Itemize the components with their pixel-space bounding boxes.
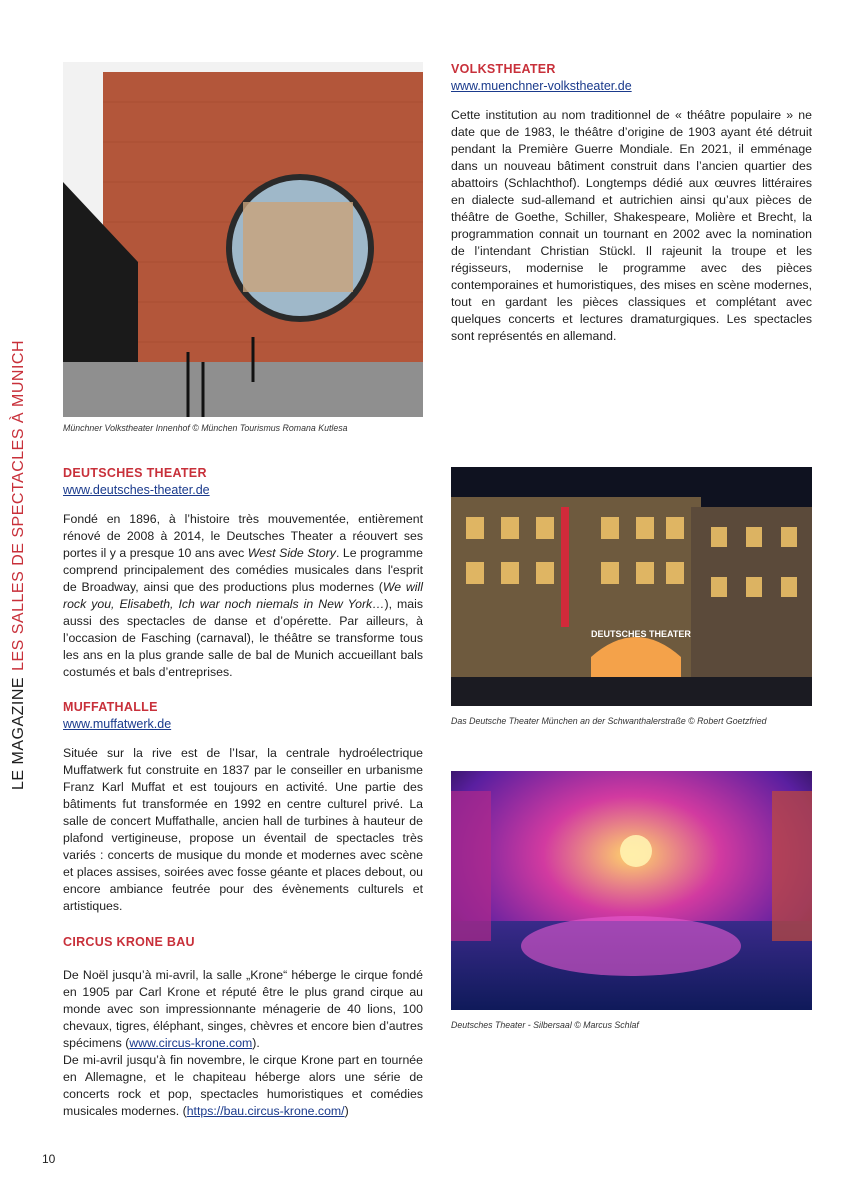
volkstheater-photo-caption: Münchner Volkstheater Innenhof © München Tourismus Romana Kutlesa	[63, 423, 348, 433]
circus-text-part: De Noël jusqu’à mi-avril, la salle „Krone“ héberge le cirque fondé en 1905 par Carl Krone et réputé être le plus grand cirque au monde avec son impressionnante ménagerie de 40 lions, 100 chevaux, tigres, éléphant, singes, chèvres et encore bien d’autres spécimens (	[63, 968, 423, 1050]
volkstheater-photo	[63, 62, 423, 417]
section-sidebar-label	[10, 340, 28, 790]
deutsches-text-part: ), mais aussi des spectacles de danse et d’opérette. Par ailleurs, à l’occasion de Fasching (carnaval), le théâtre se transforme tous les ans en la plus grande salle de bal de Munich accueillant bals costumés et bals d’entreprises.	[63, 597, 423, 679]
deutsches-text	[63, 511, 423, 681]
circus-section	[63, 935, 423, 1120]
circus-text-part: De mi-avril jusqu’à fin novembre, le cirque Krone part en tournée en Allemagne, et le chapiteau héberge alors une série de concerts rock et pop, spectacles humoristiques et comédies musicales modernes. (	[63, 1053, 423, 1118]
deutsches-theater-photo	[451, 467, 812, 706]
deutsches-text-part: Fondé en 1896, à l’histoire très mouvementée, entièrement rénové de 2008 à 2014, le Deutsches Theater a réouvert ses portes il y a presque 10 ans avec	[63, 512, 423, 560]
muffathalle-text: Située sur la rive est de l’Isar, la centrale hydroélectrique Muffatwerk fut construite en 1837 par le conseiller en urbanisme Franz Karl Muffat et est toujours en activité. Une partie des bâtiments fut transformée en 1992 en centre culturel privé. La salle de concert Muffathalle, ancien hall de turbines à hauteur de plafond vertigineuse, propose un éventail de spectacles très variés : concerts de musique du monde et modernes avec scène et places assises, soirées avec fosse géante et places debout, ou encore ambiance feutrée pour des évènements culturels et artistiques.	[63, 746, 423, 913]
muffathalle-link[interactable]: www.muffatwerk.de	[63, 717, 172, 731]
deutsches-section	[63, 466, 423, 681]
deutsches-title: DEUTSCHES THEATER	[63, 466, 207, 480]
circus-krone-bau-link[interactable]: https://bau.circus-krone.com/	[186, 1104, 345, 1118]
circus-text-part: ).	[252, 1036, 260, 1050]
deutsches-text-part: . Le programme comprend principalement des comédies musicales dans l'esprit de Broadway, ainsi que des productions plus modernes (	[63, 546, 423, 594]
muffathalle-title: MUFFATHALLE	[63, 700, 158, 714]
magazine-label: LE MAGAZINE	[10, 676, 27, 790]
circus-krone-link[interactable]: www.circus-krone.com	[129, 1036, 253, 1050]
deutsches-link[interactable]: www.deutsches-theater.de	[63, 483, 210, 497]
volkstheater-text: Cette institution au nom traditionnel de « théâtre populaire » ne date que de 1983, le théâtre d’origine de 1903 ayant été détruit pendant la Première Guerre Mondiale. En 2021, il emménage dans un nouveau bâtiment construit dans l’ancien quartier des abattoirs (Schlachthof). Longtemps dédié aux œuvres littéraires en dialecte sud-allemand et autrichien ainsi qu’aux pièces de théâtre de Goethe, Schiller, Shakespeare, Molière et Brecht, la programmation connait un tournant en 2002 avec la nomination de l’intendant Christian Stückl. Il rajeunit la troupe et les régisseurs, modernise le programme avec des pièces contemporaines et humoristiques, des mises en scène modernes, tout en gardant les pièces classiques et complétant avec quelques concerts et lectures dramaturgiques. Les spectacles sont représentés en allemand.	[451, 108, 812, 343]
silbersaal-photo	[451, 771, 812, 1010]
circus-title: CIRCUS KRONE BAU	[63, 935, 195, 949]
deutsches-text-italic: We will rock you, Elisabeth, Ich war noch niemals in New York…	[63, 580, 423, 611]
silbersaal-photo-caption: Deutsches Theater - Silbersaal © Marcus Schlaf	[451, 1020, 639, 1030]
theater-sign-text: DEUTSCHES THEATER	[591, 629, 691, 639]
page-number: 10	[42, 1152, 56, 1166]
deutsches-photo-caption: Das Deutsche Theater München an der Schwanthalerstraße © Robert Goetzfried	[451, 716, 767, 726]
section-label: LES SALLES DE SPECTACLES À MUNICH	[10, 339, 27, 671]
deutsches-text-italic: West Side Story	[247, 546, 336, 560]
volkstheater-title: VOLKSTHEATER	[451, 62, 556, 76]
circus-text-part: )	[344, 1104, 349, 1118]
muffathalle-section	[63, 700, 423, 915]
circus-text	[63, 967, 423, 1120]
volkstheater-section	[451, 62, 812, 345]
volkstheater-link[interactable]: www.muenchner-volkstheater.de	[451, 79, 632, 93]
